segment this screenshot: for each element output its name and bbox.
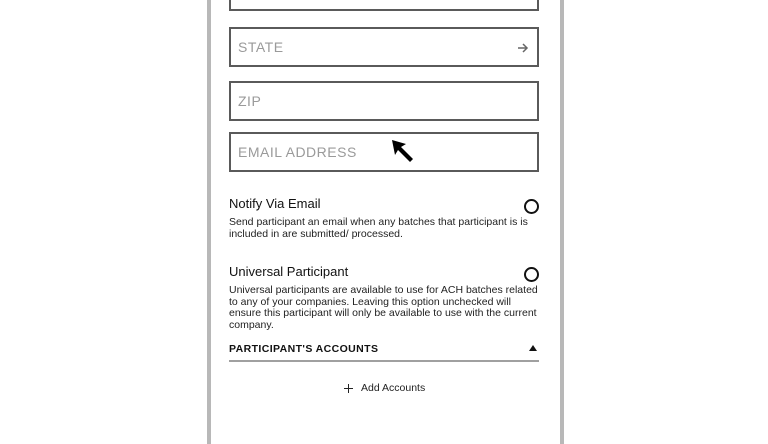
state-field[interactable] bbox=[229, 27, 539, 67]
accounts-section-header[interactable] bbox=[229, 342, 539, 362]
zip-field[interactable] bbox=[229, 81, 539, 121]
universal-radio[interactable] bbox=[524, 267, 539, 282]
state-placeholder: STATE bbox=[238, 39, 284, 55]
email-field[interactable] bbox=[229, 132, 539, 172]
add-accounts-label: Add Accounts bbox=[361, 382, 426, 394]
add-accounts-button[interactable] bbox=[344, 381, 425, 395]
address-field-partial[interactable] bbox=[229, 0, 539, 11]
notify-radio[interactable] bbox=[524, 199, 539, 214]
zip-placeholder: ZIP bbox=[238, 93, 262, 109]
plus-icon bbox=[344, 384, 353, 393]
notify-title: Notify Via Email bbox=[229, 196, 321, 211]
accounts-title: PARTICIPANT'S ACCOUNTS bbox=[229, 343, 379, 355]
chevron-up-icon[interactable] bbox=[529, 345, 537, 351]
email-placeholder: EMAIL ADDRESS bbox=[238, 144, 357, 160]
universal-description: Universal participants are available to use for ACH batches related to any of your companies. Leaving this option unchecked will ensure this participant will only be available to use with the current company. bbox=[229, 284, 538, 331]
arrow-right-icon bbox=[517, 42, 529, 54]
mouse-pointer-icon bbox=[390, 138, 416, 164]
universal-title: Universal Participant bbox=[229, 264, 349, 279]
notify-description: Send participant an email when any batches that participant is is included in are submitted/ processed. bbox=[229, 216, 528, 240]
